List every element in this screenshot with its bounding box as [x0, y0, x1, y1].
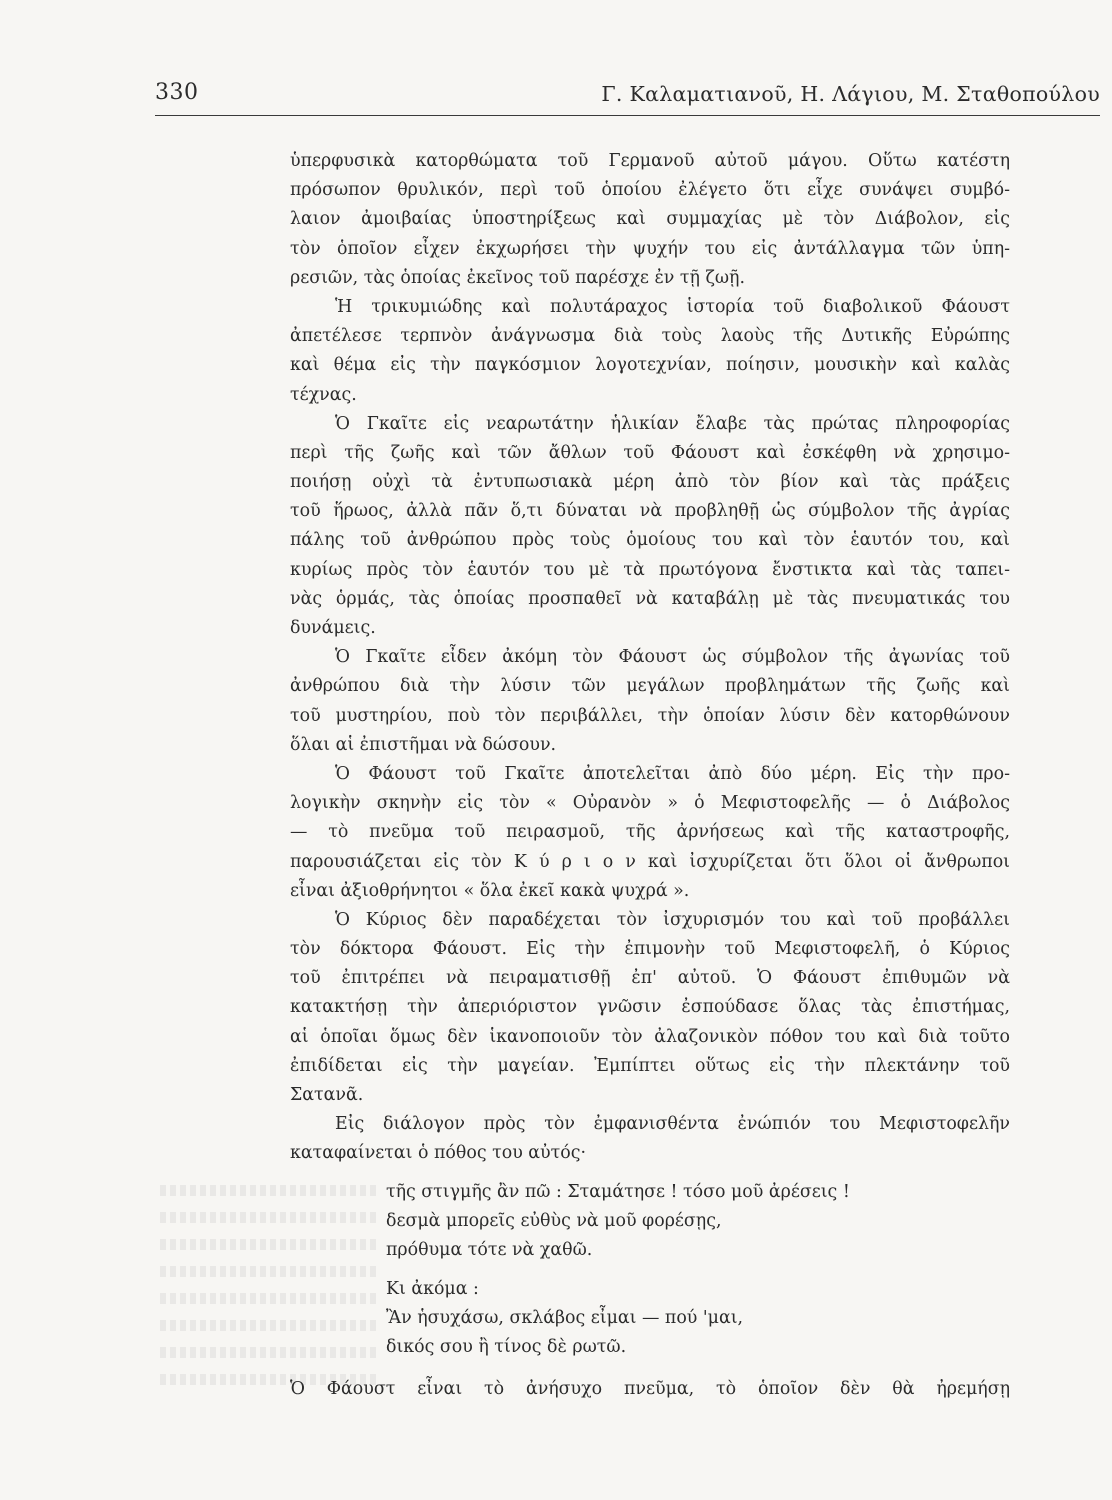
text-line: Ὁ Γκαῖτε εἰς νεαρωτάτην ἡλικίαν ἔλαβε τὰς πρώτας πληροφορίας: [335, 413, 1010, 434]
text-line: Ὁ Φάουστ εἶναι τὸ ἀνήσυχο πνεῦμα, τὸ ὁποῖον δὲν θὰ ἠρεμήσῃ: [290, 1379, 1010, 1399]
text-line: εἶναι ἀξιοθρήνητοι « ὅλα ἐκεῖ κακὰ ψυχρά ».: [290, 880, 690, 901]
text-line: λαιον ἀμοιβαίας ὑποστηρίξεως καὶ συμμαχίας μὲ τὸν Διάβολον, εἰς: [290, 209, 1010, 230]
text-line: λογικὴν σκηνὴν εἰς τὸν « Οὐρανὸν » ὁ Μεφιστοφελῆς — ὁ Διάβολος: [290, 793, 1010, 814]
text-line: ποιήσῃ οὐχὶ τὰ ἐντυπωσιακὰ μέρη ἀπὸ τὸν βίον καὶ τὰς πράξεις: [290, 472, 1010, 493]
verse-line: πρόθυμα τότε νὰ χαθῶ.: [386, 1240, 593, 1261]
text-line: πρόσωπον θρυλικόν, περὶ τοῦ ὁποίου ἐλέγετο ὅτι εἶχε συνάψει συμβό-: [290, 180, 1010, 201]
text-line: ἀνθρώπου διὰ τὴν λύσιν τῶν μεγάλων προβλημάτων τῆς ζωῆς καὶ: [290, 676, 1010, 697]
text-line: — τὸ πνεῦμα τοῦ πειρασμοῦ, τῆς ἀρνήσεως καὶ τῆς καταστροφῆς,: [290, 822, 1010, 843]
paragraph: [290, 147, 1010, 293]
text-line: ἀπετέλεσε τερπνὸν ἀνάγνωσμα διὰ τοὺς λαοὺς τῆς Δυτικῆς Εὐρώπης: [290, 326, 1010, 347]
running-head: Γ. Καλαματιανοῦ, Η. Λάγιου, Μ. Σταθοπούλου: [601, 82, 1100, 106]
text-line: Ὁ Φάουστ τοῦ Γκαῖτε ἀποτελεῖται ἀπὸ δύο μέρη. Εἰς τὴν προ-: [335, 763, 1010, 784]
paragraph: [290, 410, 1010, 644]
text-line: ρεσιῶν, τὰς ὁποίας ἐκεῖνος τοῦ παρέσχε ἐν τῇ ζωῇ.: [290, 267, 746, 288]
text-line: τοῦ ἥρωος, ἀλλὰ πᾶν ὅ,τι δύναται νὰ προβληθῇ ὡς σύμβολον τῆς ἀγρίας: [290, 501, 1010, 522]
verse-quotation: [386, 1178, 986, 1362]
text-line: καὶ θέμα εἰς τὴν παγκόσμιον λογοτεχνίαν, ποίησιν, μουσικὴν καὶ καλὰς: [290, 355, 1010, 376]
text-line: ὑπερφυσικὰ κατορθώματα τοῦ Γερμανοῦ αὐτοῦ μάγου. Οὕτω κατέστη: [290, 151, 1010, 171]
final-paragraph: [290, 1375, 1010, 1404]
text-line: περὶ τῆς ζωῆς καὶ τῶν ἄθλων τοῦ Φάουστ καὶ ἐσκέφθη νὰ χρησιμο-: [290, 442, 1010, 463]
verse-line: Ἂν ἡσυχάσω, σκλάβος εἶμαι — πού 'μαι,: [386, 1307, 744, 1328]
text-line: κατακτήσῃ τὴν ἀπεριόριστον γνῶσιν ἐσπούδασε ὅλας τὰς ἐπιστήμας,: [290, 997, 1010, 1018]
text-line: τοῦ ἐπιτρέπει νὰ πειραματισθῇ ἐπ' αὐτοῦ. Ὁ Φάουστ ἐπιθυμῶν νὰ: [290, 968, 1010, 989]
text-line: Ἡ τρικυμιώδης καὶ πολυτάραχος ἱστορία τοῦ διαβολικοῦ Φάουστ: [335, 296, 1010, 317]
text-line: πάλης τοῦ ἀνθρώπου πρὸς τοὺς ὁμοίους του καὶ τὸν ἑαυτόν του, καὶ: [290, 530, 1010, 551]
paragraph: [290, 906, 1010, 1110]
text-line: νὰς ὁρμάς, τὰς ὁποίας προσπαθεῖ νὰ καταβάλῃ μὲ τὰς πνευματικάς του: [290, 588, 1010, 609]
text-line: παρουσιάζεται εἰς τὸν Κ ύ ρ ι ο ν καὶ ἰσχυρίζεται ὅτι ὅλοι οἱ ἄνθρωποι: [290, 851, 1010, 872]
verse-line: δικός σου ἢ τίνος δὲ ρωτῶ.: [386, 1336, 627, 1357]
text-line: τὸν δόκτορα Φάουστ. Εἰς τὴν ἐπιμονὴν τοῦ Μεφιστοφελῆ, ὁ Κύριος: [290, 939, 1010, 960]
text-line: Εἰς διάλογον πρὸς τὸν ἐμφανισθέντα ἐνώπιόν του Μεφιστοφελῆν: [335, 1114, 1010, 1135]
header-rule: [155, 115, 1100, 116]
paragraph: [290, 293, 1010, 410]
bleed-through-text: [160, 1185, 380, 1405]
paragraph: [290, 760, 1010, 906]
text-line: Ὁ Γκαῖτε εἶδεν ἀκόμη τὸν Φάουστ ὡς σύμβολον τῆς ἀγωνίας τοῦ: [335, 647, 1010, 668]
paragraph: [290, 643, 1010, 760]
text-line: ὅλαι αἱ ἐπιστῆμαι νὰ δώσουν.: [290, 734, 557, 755]
verse-line: τῆς στιγμῆς ἂν πῶ : Σταμάτησε ! τόσο μοῦ ἀρέσεις !: [386, 1182, 850, 1202]
text-line: κυρίως πρὸς τὸν ἑαυτόν του μὲ τὰ πρωτόγονα ἔνστικτα καὶ τὰς ταπει-: [290, 559, 1010, 580]
text-line: Ὁ Κύριος δὲν παραδέχεται τὸν ἰσχυρισμόν του καὶ τοῦ προβάλλει: [335, 909, 1010, 930]
page-header: [155, 72, 1100, 112]
verse-line: δεσμὰ μπορεῖς εὐθὺς νὰ μοῦ φορέσῃς,: [386, 1211, 722, 1232]
paragraph: [290, 1110, 1010, 1168]
text-line: ἐπιδίδεται εἰς τὴν μαγείαν. Ἐμπίπτει οὕτως εἰς τὴν πλεκτάνην τοῦ: [290, 1055, 1010, 1076]
body-text: [290, 147, 1010, 1169]
text-line: τέχνας.: [290, 384, 357, 405]
text-line: καταφαίνεται ὁ πόθος του αὐτός·: [290, 1143, 586, 1164]
text-line: αἱ ὁποῖαι ὅμως δὲν ἱκανοποιοῦν τὸν ἀλαζονικὸν πόθον του καὶ διὰ τοῦτο: [290, 1026, 1010, 1047]
text-line: δυνάμεις.: [290, 618, 376, 638]
text-line: τοῦ μυστηρίου, ποὺ τὸν περιβάλλει, τὴν ὁποίαν λύσιν δὲν κατορθώνουν: [290, 705, 1010, 726]
page-number: 330: [155, 80, 199, 105]
verse-connector: Κι ἀκόμα :: [386, 1278, 479, 1299]
text-line: Σατανᾶ.: [290, 1085, 364, 1105]
text-line: τὸν ὁποῖον εἶχεν ἐκχωρήσει τὴν ψυχήν του εἰς ἀντάλλαγμα τῶν ὑπη-: [290, 238, 1010, 259]
